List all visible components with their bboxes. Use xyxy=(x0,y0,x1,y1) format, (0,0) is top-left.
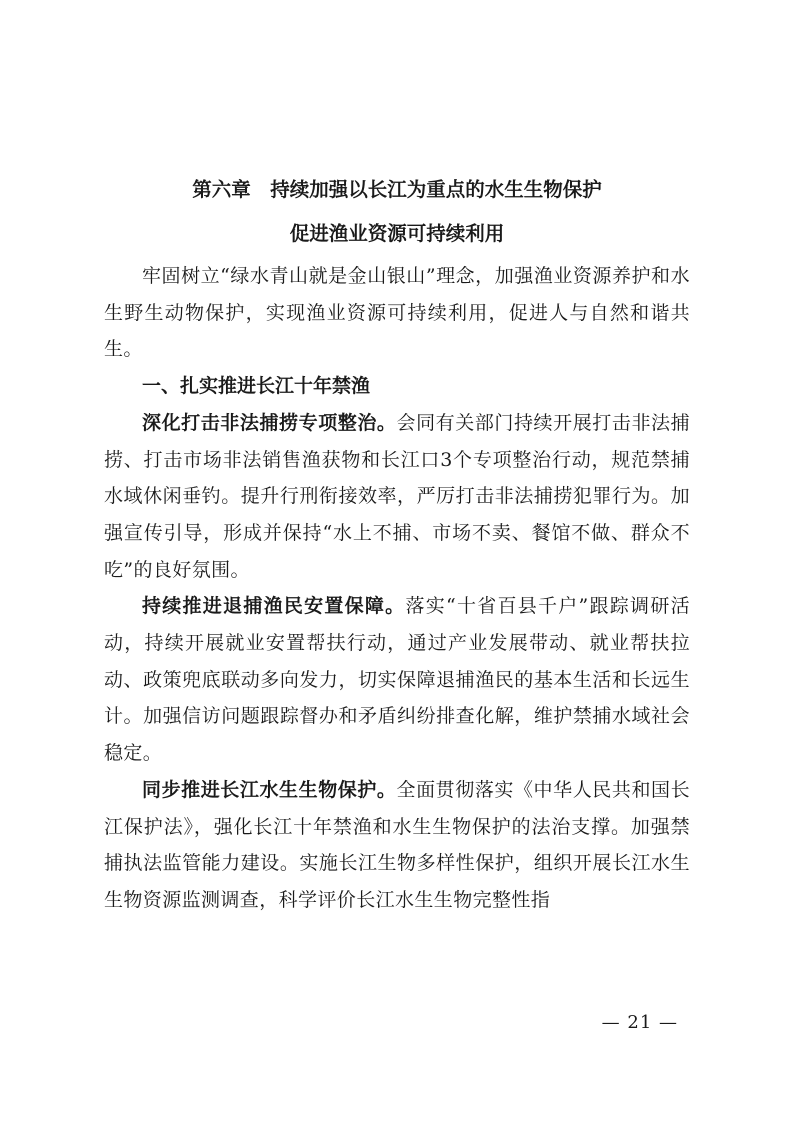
paragraph-1-body: 会同有关部门持续开展打击非法捕捞、打击市场非法销售渔获物和长江口3个专项整治行动，规范禁捕水域休闲垂钓。提升行刑衔接效率，严厉打击非法捕捞犯罪行为。加强宣传引导，形成并保持“水上不捕、市场不卖、餐馆不做、群众不吃”的良好氛围。 xyxy=(104,411,690,581)
chapter-title-line1: 第六章 持续加强以长江为重点的水生生物保护 xyxy=(192,178,602,201)
paragraph-3-body: 全面贯彻落实《中华人民共和国长江保护法》，强化长江十年禁渔和水生生物保护的法治支撑。加强禁捕执法监管能力建设。实施长江生物多样性保护，组织开展长江水生生物资源监测调查，科学评价长江水生生物完整性指 xyxy=(104,778,690,911)
paragraph-3-lead: 同步推进长江水生生物保护。 xyxy=(142,778,397,801)
paragraph-2-lead: 持续推进退捕渔民安置保障。 xyxy=(142,595,406,618)
paragraph-2 xyxy=(104,588,690,772)
intro-paragraph: 牢固树立“绿水青山就是金山银山”理念，加强渔业资源养护和水生野生动物保护，实现渔业资源可持续利用，促进人与自然和谐共生。 xyxy=(104,265,690,361)
paragraph-3 xyxy=(104,772,690,919)
document-body xyxy=(104,176,690,919)
paragraph-1-lead: 深化打击非法捕捞专项整治。 xyxy=(142,411,397,434)
paragraph-1 xyxy=(104,405,690,589)
chapter-title-line2: 促进渔业资源可持续利用 xyxy=(289,222,505,245)
paragraph-2-body: 落实“十省百县千户”跟踪调研活动，持续开展就业安置帮扶行动，通过产业发展带动、就业帮扶拉动、政策兜底联动多向发力，切实保障退捕渔民的基本生活和长远生计。加强信访问题跟踪督办和矛盾纠纷排查化解，维护禁捕水域社会稳定。 xyxy=(104,595,690,765)
section-heading: 一、扎实推进长江十年禁渔 xyxy=(142,375,371,398)
page-number: — 21 — xyxy=(601,1012,678,1033)
